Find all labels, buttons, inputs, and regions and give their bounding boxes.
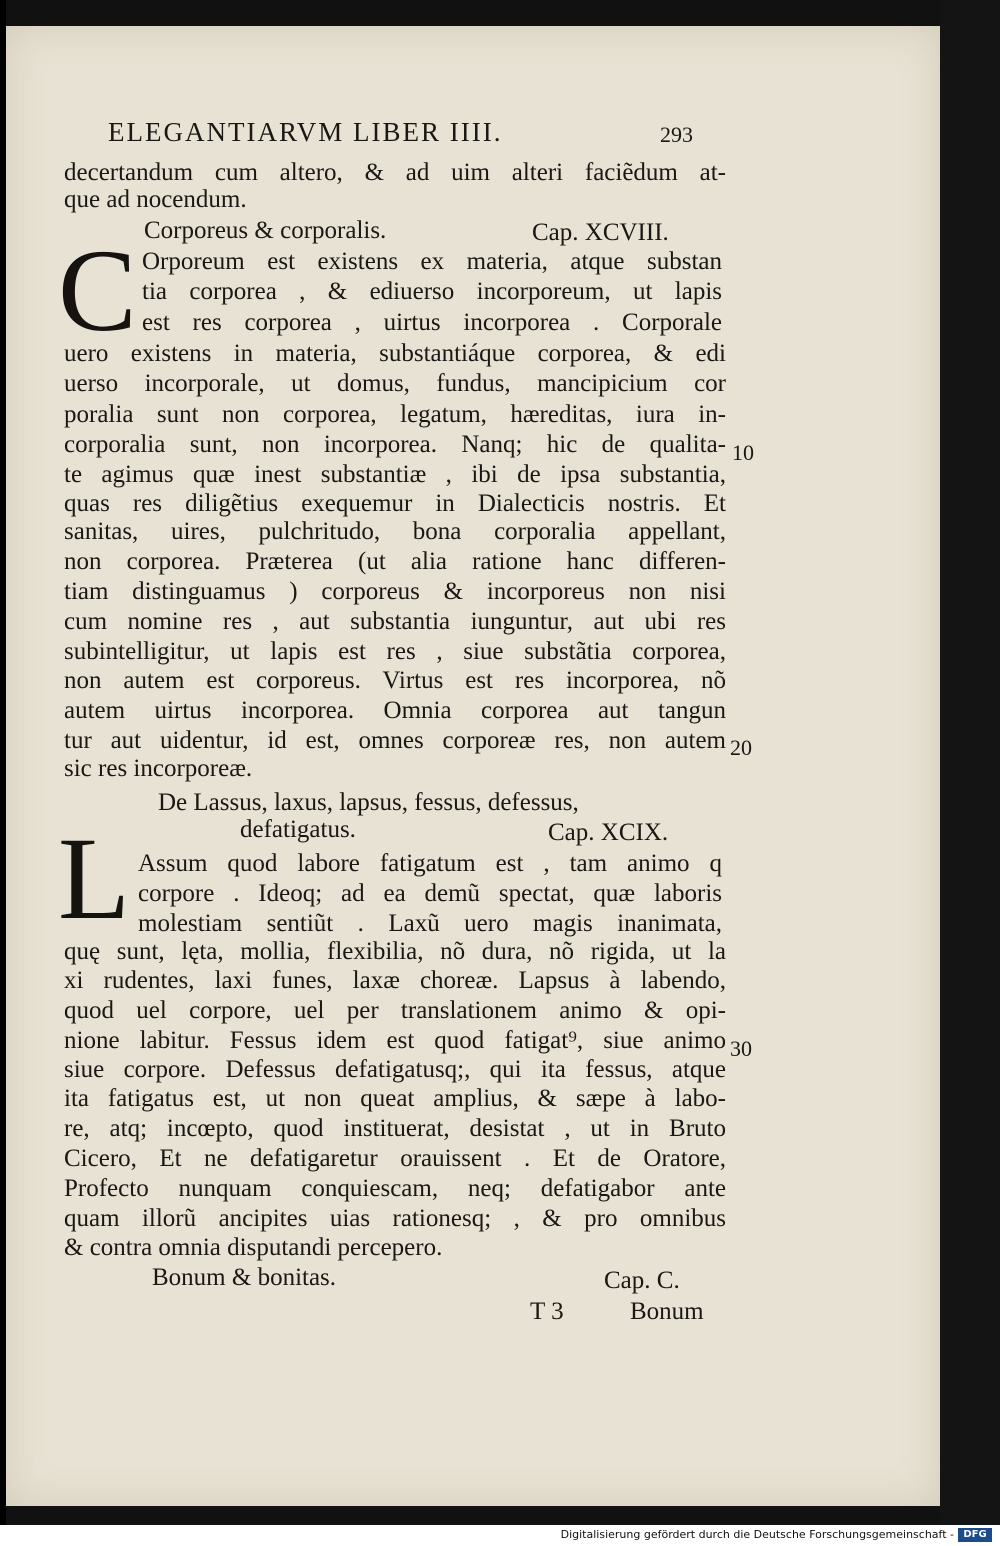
text-line: quam illorũ ancipites uias rationesq; , & pro omnibus xyxy=(64,1205,726,1232)
text-line: uero existens in materia, substantiáque corporea, & edi xyxy=(64,340,726,367)
text-line: tur aut uidentur, id est, omnes corporeæ res, non autem xyxy=(64,727,726,754)
chapter-number: Cap. C. xyxy=(604,1267,680,1294)
text-line: corpore . Ideoq; ad ea demũ spectat, quæ laboris xyxy=(138,880,722,907)
running-head-title: ELEGANTIARVM LIBER IIII. xyxy=(108,117,503,147)
text-line: uerso incorporale, ut domus, fundus, mancipicium cor xyxy=(64,370,726,397)
text-line: non corporea. Præterea (ut alia ratione hanc differen- xyxy=(64,548,726,575)
text-line: Cicero, Et ne defatigaretur orauissent . Et de Oratore, xyxy=(64,1145,726,1172)
text-line: Assum quod labore fatigatum est , tam animo q xyxy=(138,850,722,877)
text-line: non autem est corporeus. Virtus est res incorporea, nõ xyxy=(64,667,726,694)
section-heading: Bonum & bonitas. xyxy=(152,1264,337,1291)
text-line: que ad nocendum. xyxy=(64,186,247,213)
credit-bar xyxy=(0,1525,1000,1546)
catchword: Bonum xyxy=(630,1298,704,1325)
text-line: Orporeum est existens ex materia, atque substan xyxy=(142,248,722,275)
text-line: tiam distinguamus ) corporeus & incorporeus non nisi xyxy=(64,578,726,605)
text-line: cum nomine res , aut substantia iunguntur, aut ubi res xyxy=(64,608,726,635)
chapter-number: Cap. XCVIII. xyxy=(532,219,669,246)
text-line: autem uirtus incorporea. Omnia corporea aut tangun xyxy=(64,697,726,724)
drop-cap-l: L xyxy=(58,813,131,944)
section-heading: defatigatus. xyxy=(240,816,356,843)
text-line: & contra omnia disputandi percepero. xyxy=(64,1234,443,1261)
text-line: te agimus quæ inest substantiæ , ibi de ipsa substantia, xyxy=(64,461,726,488)
text-line: Profecto nunquam conquiescam, neq; defatigabor ante xyxy=(64,1175,726,1202)
text-line: quod uel corpore, uel per translationem animo & opi- xyxy=(64,997,726,1024)
text-line: ita fatigatus est, ut non queat amplius, & sæpe à labo- xyxy=(64,1085,726,1112)
text-line: quas res diligẽtius exequemur in Dialecticis nostris. Et xyxy=(64,490,726,517)
chapter-number: Cap. XCIX. xyxy=(548,819,669,846)
page-number: 293 xyxy=(660,122,693,147)
text-line: nione labitur. Fessus idem est quod fatigat⁹, siue animo xyxy=(64,1027,726,1054)
dfg-logo: DFG xyxy=(958,1528,992,1542)
text-line: decertandum cum altero, & ad uim alteri faciẽdum at- xyxy=(64,159,726,186)
text-line: subintelligitur, ut lapis est res , siue substãtia corporea, xyxy=(64,638,726,665)
text-line: re, atq; incœpto, quod instituerat, desistat , ut in Bruto xyxy=(64,1115,726,1142)
text-line: molestiam sentiũt . Laxũ uero magis inanimata, xyxy=(138,910,722,937)
text-line: quę sunt, lęta, mollia, flexibilia, nõ dura, nõ rigida, ut la xyxy=(64,938,726,965)
margin-line-number: 10 xyxy=(732,440,754,465)
margin-line-number: 20 xyxy=(730,735,752,760)
text-line: poralia sunt non corporea, legatum, hæreditas, iura in- xyxy=(64,401,726,428)
section-heading: De Lassus, laxus, lapsus, fessus, defessus, xyxy=(158,789,579,816)
text-line: tia corporea , & ediuerso incorporeum, ut lapis xyxy=(142,278,722,305)
margin-line-number: 30 xyxy=(730,1036,752,1061)
signature-mark: T 3 xyxy=(530,1298,564,1325)
text-line: siue corpore. Defessus defatigatusq;, qui ita fessus, atque xyxy=(64,1056,726,1083)
credit-text: Digitalisierung gefördert durch die Deutsche Forschungsgemeinschaft - xyxy=(560,1528,954,1541)
text-line: sic res incorporeæ. xyxy=(64,755,253,782)
text-line: est res corporea , uirtus incorporea . Corporale xyxy=(142,309,722,336)
text-line: corporalia sunt, non incorporea. Nanq; hic de qualita- xyxy=(64,431,726,458)
drop-cap-c: C xyxy=(58,225,137,356)
text-line: sanitas, uires, pulchritudo, bona corporalia appellant, xyxy=(64,518,726,545)
section-heading: Corporeus & corporalis. xyxy=(144,217,387,244)
text-line: xi rudentes, laxi funes, laxæ choreæ. Lapsus à labendo, xyxy=(64,967,726,994)
scan-right-border xyxy=(940,0,1000,1525)
